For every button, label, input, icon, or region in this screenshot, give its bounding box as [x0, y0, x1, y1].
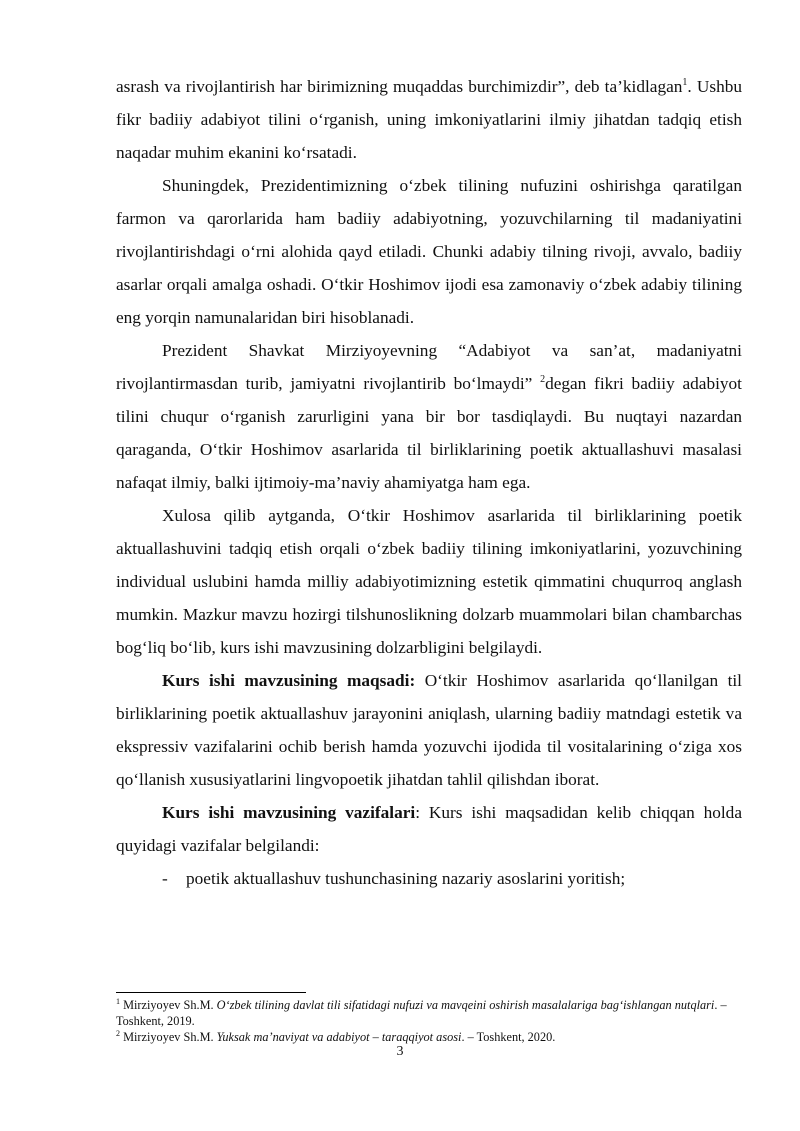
- page-number: 3: [396, 1044, 404, 1059]
- paragraph-6: [116, 796, 742, 862]
- goal-text: O‘tkir Hoshimov asarlarida qo‘llanilgan til birliklarining poetik aktuallashuv jarayonini aniqlash, ularning badiiy matndagi estetik va ekspressiv vazifalarini ochib berish hamda yozuvchi ijodida til vositalarining o‘ziga xos qo‘llanish xususiyatlarini lingvopoetik jihatdan tahlil qilishdan iborat.: [116, 671, 742, 789]
- footnote-2: [116, 1029, 742, 1045]
- footnote-ref-2: 2: [540, 374, 546, 386]
- footnote-ref-1: 1: [682, 77, 688, 89]
- footnote-1-rest: . – Toshkent, 2019.: [116, 998, 727, 1028]
- paragraph-1: [116, 70, 742, 169]
- list-dash: -: [162, 869, 168, 888]
- paragraph-3-text: Prezident Shavkat Mirziyoyevning “Adabiyot va san’at, madaniyatni rivojlantirmasdan turib, jamiyatni rivojlantirib bo‘lmaydi”: [116, 341, 742, 393]
- paragraph-2: Shuningdek, Prezidentimizning o‘zbek tilining nufuzini oshirishga qaratilgan farmon va qarorlarida ham badiiy adabiyotning, yozuvchilarning til madaniyatini rivojlantirishdagi o‘rni alohida qayd etiladi. Chunki adabiy tilning rivoji, avvalo, badiiy asarlar orqali amalga oshadi. O‘tkir Hoshimov ijodi esa zamonaviy o‘zbek adabiy tilining eng yorqin namunalaridan biri hisoblanadi.: [116, 176, 742, 327]
- list-item-text: poetik aktuallashuv tushunchasining nazariy asoslarini yoritish;: [186, 869, 626, 888]
- paragraph-1-tail: . Ushbu fikr badiiy adabiyot tilini o‘rganish, uning imkoniyatlarini ilmiy jihatdan tadqiq etish naqadar muhim ekanini ko‘rsatadi.: [116, 77, 742, 162]
- footnote-2-number: 2: [116, 1028, 120, 1038]
- paragraph-3-tail: degan fikri badiiy adabiyot tilini chuqur o‘rganish zarurligini yana bir bor tasdiqlaydi. Bu nuqtayi nazardan qaraganda, O‘tkir Hoshimov asarlarida til birliklarining poetik aktuallashuvi masalasi nafaqat ilmiy, balki ijtimoiy-ma’naviy ahamiyatga ham ega.: [116, 374, 742, 492]
- footnote-1: [116, 997, 742, 1029]
- footnote-1-title: O‘zbek tilining davlat tili sifatidagi nufuzi va mavqeini oshirish masalalariga bag‘ishlangan nutqlari: [216, 998, 715, 1012]
- paragraph-3: [116, 334, 742, 499]
- footnote-1-author: Mirziyoyev Sh.M.: [120, 998, 217, 1012]
- footnote-2-rest: . – Toshkent, 2020.: [461, 1030, 556, 1044]
- tasks-heading: Kurs ishi mavzusining vazifalari: [162, 803, 416, 822]
- tasks-text: : Kurs ishi maqsadidan kelib chiqqan holda quyidagi vazifalar belgilandi:: [116, 803, 742, 855]
- paragraph-1-text: asrash va rivojlantirish har birimizning muqaddas burchimizdir”, deb ta’kidlagan: [116, 77, 683, 96]
- footnote-2-title: Yuksak ma’naviyat va adabiyot – taraqqiyot asosi: [216, 1030, 462, 1044]
- footnote-divider: [116, 992, 306, 993]
- footnote-2-author: Mirziyoyev Sh.M.: [120, 1030, 217, 1044]
- footnote-1-number: 1: [116, 996, 120, 1006]
- paragraph-4: Xulosa qilib aytganda, O‘tkir Hoshimov asarlarida til birliklarining poetik aktuallashuvini tadqiq etish orqali o‘zbek badiiy tilining imkoniyatlarini, yozuvchining individual uslubini hamda milliy adabiyotimizning estetik qimmatini chuqurroq anglash mumkin. Mazkur mavzu hozirgi tilshunoslikning dolzarb muammolari bilan chambarchas bog‘liq bo‘lib, kurs ishi mavzusining dolzarbligini belgilaydi.: [116, 506, 742, 657]
- paragraph-5: [116, 664, 742, 796]
- body-text: [116, 70, 742, 895]
- list-item: [116, 862, 742, 895]
- footnotes: [116, 997, 742, 1045]
- goal-heading: Kurs ishi mavzusining maqsadi:: [162, 671, 416, 690]
